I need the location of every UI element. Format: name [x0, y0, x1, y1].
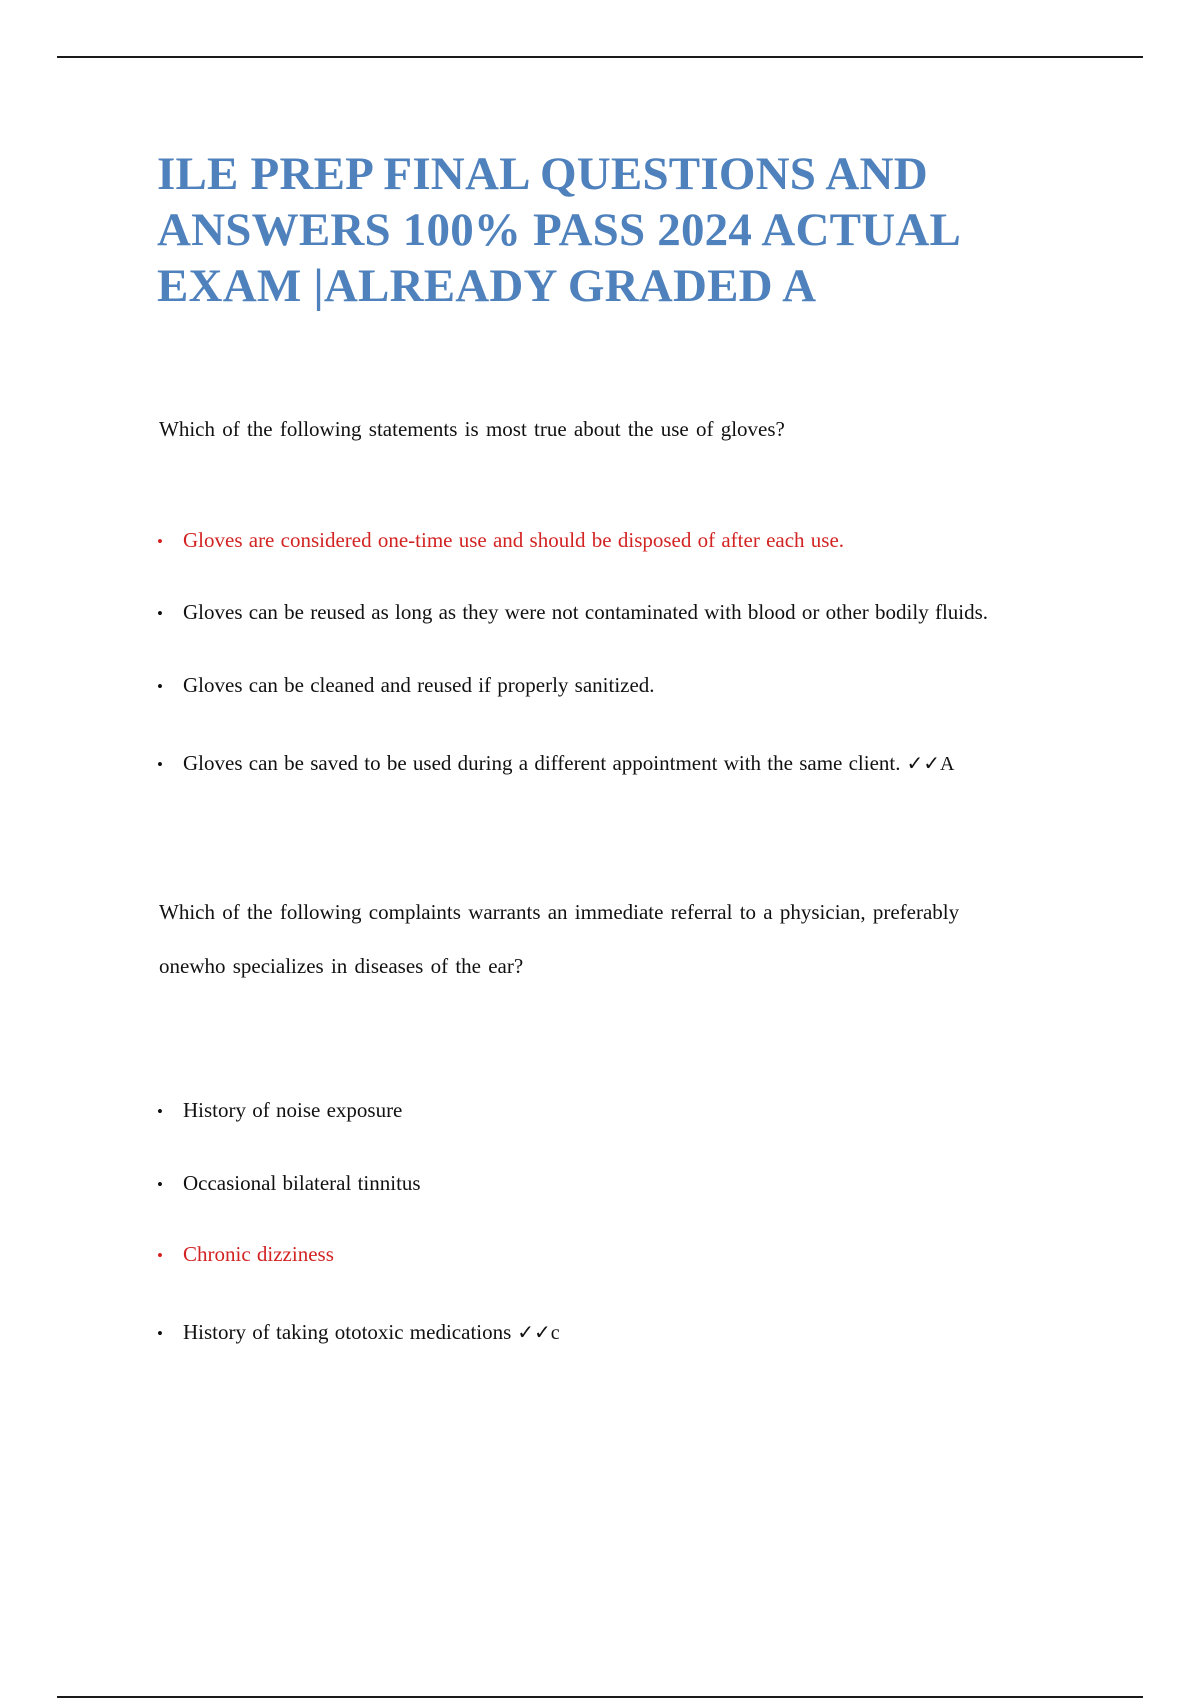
check-glyph: ✓✓: [517, 1320, 551, 1344]
question-1-prompt: [159, 402, 785, 456]
title-line: ANSWERS 100% PASS 2024 ACTUAL: [157, 204, 962, 256]
question-1-option-c: [157, 671, 655, 701]
answer-letter: A: [940, 753, 955, 775]
bullet-icon: •: [157, 1324, 163, 1343]
option-text: Gloves can be reused as long as they were not contaminated with blood or other bodily fluids.: [183, 600, 989, 624]
footer-rule: [57, 1696, 1143, 1698]
answer-check-icon: [907, 751, 955, 775]
bullet-icon: •: [157, 1102, 163, 1121]
question-2-option-b: [157, 1169, 421, 1199]
question-2-option-d: [157, 1318, 560, 1348]
question-1-option-b: [157, 598, 988, 628]
answer-check-icon: [517, 1320, 559, 1344]
answer-letter: c: [550, 1322, 560, 1344]
question-prompt-line: Which of the following statements is most true about the use of gloves?: [159, 417, 785, 441]
option-text: Occasional bilateral tinnitus: [183, 1171, 421, 1195]
option-text: Chronic dizziness: [183, 1242, 334, 1266]
bullet-icon: •: [157, 1246, 163, 1265]
title-line: ILE PREP FINAL QUESTIONS AND: [157, 148, 928, 200]
title-line: EXAM |ALREADY GRADED A: [157, 260, 817, 312]
option-text: History of noise exposure: [183, 1098, 403, 1122]
bullet-icon: •: [157, 532, 163, 551]
header-rule: [57, 56, 1143, 58]
document-title: [157, 146, 1057, 314]
option-text: Gloves are considered one-time use and should be disposed of after each use.: [183, 528, 845, 552]
bullet-icon: •: [157, 677, 163, 696]
question-2-option-a: [157, 1096, 402, 1126]
question-prompt-line: onewho specializes in diseases of the ear?: [159, 954, 524, 978]
option-text: Gloves can be cleaned and reused if properly sanitized.: [183, 673, 655, 697]
bullet-icon: •: [157, 604, 163, 623]
question-2-option-c: [157, 1240, 334, 1270]
question-prompt-line: Which of the following complaints warrants an immediate referral to a physician, preferably: [159, 900, 960, 924]
check-glyph: ✓✓: [906, 751, 941, 775]
bullet-icon: •: [157, 1175, 163, 1194]
option-text: History of taking ototoxic medications: [183, 1320, 512, 1344]
bullet-icon: •: [157, 755, 163, 774]
option-text: Gloves can be saved to be used during a different appointment with the same client.: [183, 751, 901, 775]
question-1-option-a: [157, 526, 844, 556]
question-1-option-d: [157, 749, 954, 779]
question-2-prompt: [159, 885, 959, 993]
